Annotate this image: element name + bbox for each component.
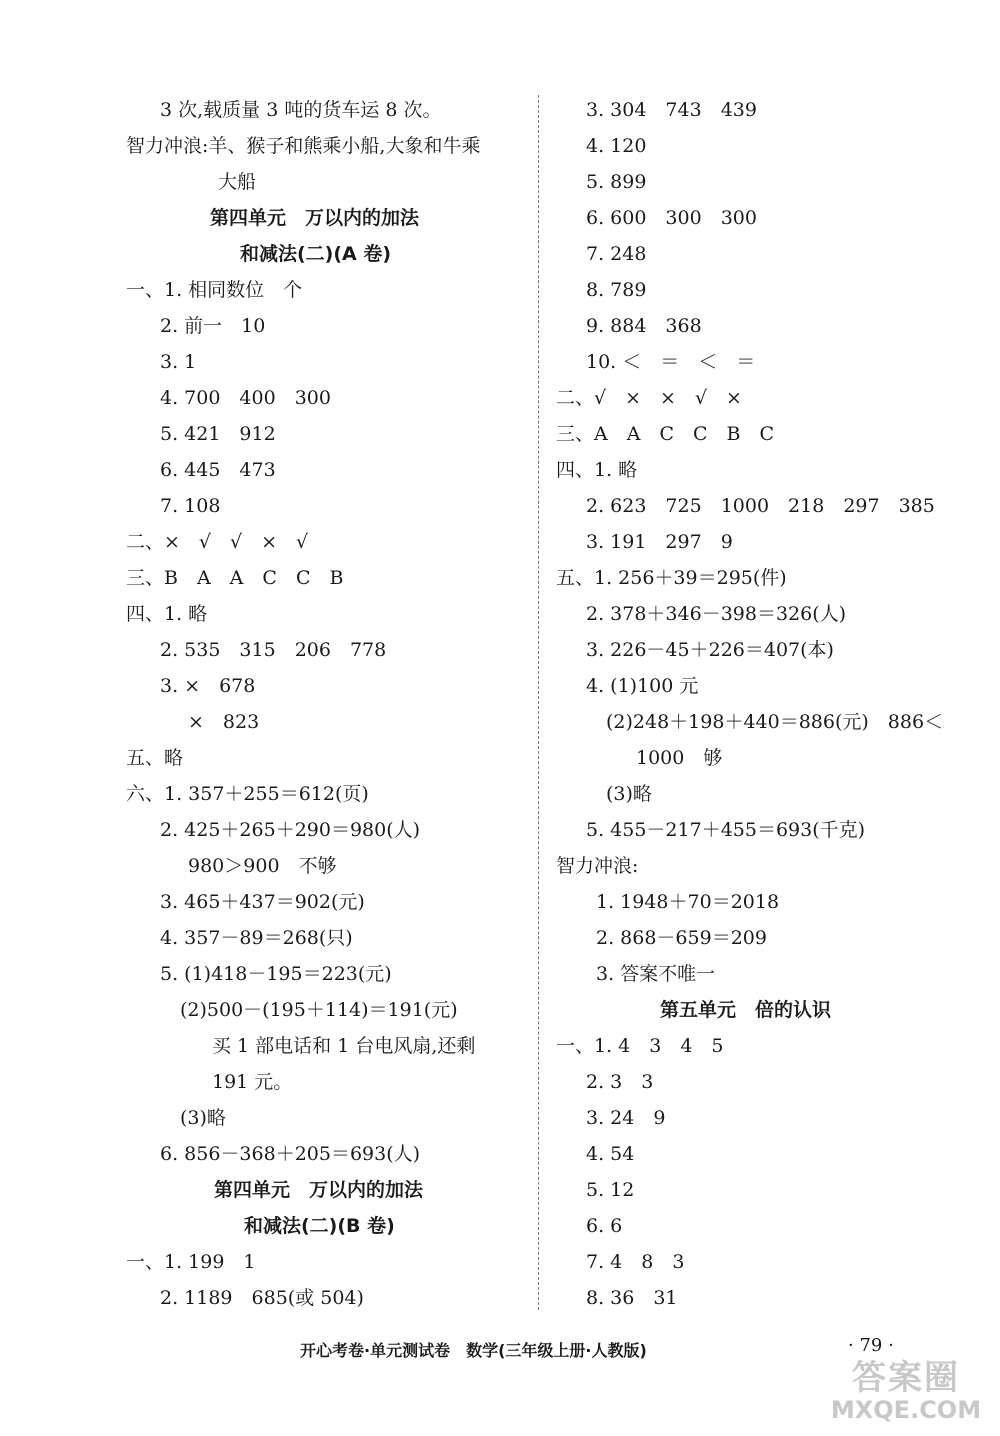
- left-answer-line: 二、× √ √ × √: [126, 531, 309, 553]
- left-answer-line: 六、1. 357＋255＝612(页): [126, 783, 369, 805]
- right-answer-line: (3)略: [606, 783, 652, 805]
- right-answer-line: 3. 191 297 9: [586, 531, 733, 553]
- left-answer-line: 智力冲浪:羊、猴子和熊乘小船,大象和牛乘: [126, 135, 481, 157]
- left-answer-line: 一、1. 199 1: [126, 1251, 256, 1273]
- right-answer-line: 5. 12: [586, 1179, 635, 1201]
- right-answer-line: 9. 884 368: [586, 315, 702, 337]
- left-answer-line: 3. 1: [160, 351, 197, 373]
- left-answer-line: (2)500－(195＋114)＝191(元): [180, 999, 458, 1021]
- left-answer-line: 3 次,载质量 3 吨的货车运 8 次。: [160, 99, 442, 121]
- left-answer-line: 2. 535 315 206 778: [160, 639, 387, 661]
- column-divider: [538, 95, 539, 1310]
- left-section-heading: 和减法(二)(B 卷): [244, 1215, 395, 1237]
- right-answer-line: 7. 4 8 3: [586, 1251, 685, 1273]
- left-answer-line: 一、1. 相同数位 个: [126, 279, 303, 301]
- left-answer-line: 3. × 678: [160, 675, 256, 697]
- left-answer-line: 4. 700 400 300: [160, 387, 331, 409]
- left-answer-line: × 823: [188, 711, 260, 733]
- right-answer-line: 三、A A C C B C: [556, 423, 775, 445]
- left-section-heading: 和减法(二)(A 卷): [240, 243, 392, 265]
- right-answer-line: 3. 24 9: [586, 1107, 666, 1129]
- right-answer-line: 2. 868－659＝209: [596, 927, 767, 949]
- right-answer-line: 4. 54: [586, 1143, 635, 1165]
- right-answer-line: 4. 120: [586, 135, 647, 157]
- left-answer-line: 2. 前一 10: [160, 315, 266, 337]
- right-answer-line: 五、1. 256＋39＝295(件): [556, 567, 787, 589]
- left-answer-line: 五、略: [126, 747, 184, 769]
- right-answer-line: 7. 248: [586, 243, 647, 265]
- right-section-heading: 第五单元 倍的认识: [660, 999, 832, 1021]
- right-answer-line: 5. 455－217＋455＝693(千克): [586, 819, 866, 841]
- right-answer-line: 1000 够: [636, 747, 723, 769]
- right-answer-line: 5. 899: [586, 171, 647, 193]
- watermark-top: 答案圈: [852, 1358, 960, 1398]
- left-answer-line: 6. 445 473: [160, 459, 276, 481]
- footer-title: 开心考卷·单元测试卷 数学(三年级上册·人教版): [300, 1341, 647, 1360]
- left-answer-line: 191 元。: [212, 1071, 293, 1093]
- left-answer-line: 四、1. 略: [126, 603, 208, 625]
- right-answer-line: 二、√ × × √ ×: [556, 387, 742, 409]
- left-answer-line: 4. 357－89＝268(只): [160, 927, 353, 949]
- right-answer-line: 4. (1)100 元: [586, 675, 699, 697]
- right-answer-line: 3. 304 743 439: [586, 99, 757, 121]
- left-section-heading: 第四单元 万以内的加法: [210, 207, 420, 229]
- right-answer-line: 3. 答案不唯一: [596, 963, 716, 985]
- right-answer-line: 1. 1948＋70＝2018: [596, 891, 780, 913]
- left-answer-line: 买 1 部电话和 1 台电风扇,还剩: [212, 1035, 476, 1057]
- watermark-logo: [818, 1360, 994, 1430]
- left-answer-line: 三、B A A C C B: [126, 567, 344, 589]
- left-answer-line: 2. 1189 685(或 504): [160, 1287, 364, 1309]
- left-answer-line: 5. (1)418－195＝223(元): [160, 963, 392, 985]
- right-answer-line: 2. 623 725 1000 218 297 385: [586, 495, 935, 517]
- right-answer-line: 6. 600 300 300: [586, 207, 757, 229]
- left-answer-line: 5. 421 912: [160, 423, 276, 445]
- right-answer-line: 2. 3 3: [586, 1071, 654, 1093]
- right-answer-line: 6. 6: [586, 1215, 623, 1237]
- left-section-heading: 第四单元 万以内的加法: [214, 1179, 424, 1201]
- left-answer-line: (3)略: [180, 1107, 226, 1129]
- left-answer-line: 3. 465＋437＝902(元): [160, 891, 365, 913]
- left-answer-line: 7. 108: [160, 495, 221, 517]
- left-answer-line: 980＞900 不够: [188, 855, 337, 877]
- page-number: · 79 ·: [848, 1335, 894, 1356]
- right-answer-line: 2. 378＋346－398＝326(人): [586, 603, 847, 625]
- watermark-bottom: MXQE.COM: [830, 1396, 982, 1424]
- right-answer-line: 8. 36 31: [586, 1287, 678, 1309]
- left-answer-line: 6. 856－368＋205＝693(人): [160, 1143, 421, 1165]
- right-answer-line: 3. 226－45＋226＝407(本): [586, 639, 834, 661]
- right-answer-line: 四、1. 略: [556, 459, 638, 481]
- right-answer-line: 智力冲浪:: [556, 855, 639, 877]
- right-answer-line: 10. ＜ ＝ ＜ ＝: [586, 351, 756, 373]
- right-answer-line: 一、1. 4 3 4 5: [556, 1035, 724, 1057]
- right-answer-line: 8. 789: [586, 279, 647, 301]
- right-answer-line: (2)248＋198＋440＝886(元) 886＜: [606, 711, 944, 733]
- left-answer-line: 大船: [218, 171, 257, 193]
- left-answer-line: 2. 425＋265＋290＝980(人): [160, 819, 421, 841]
